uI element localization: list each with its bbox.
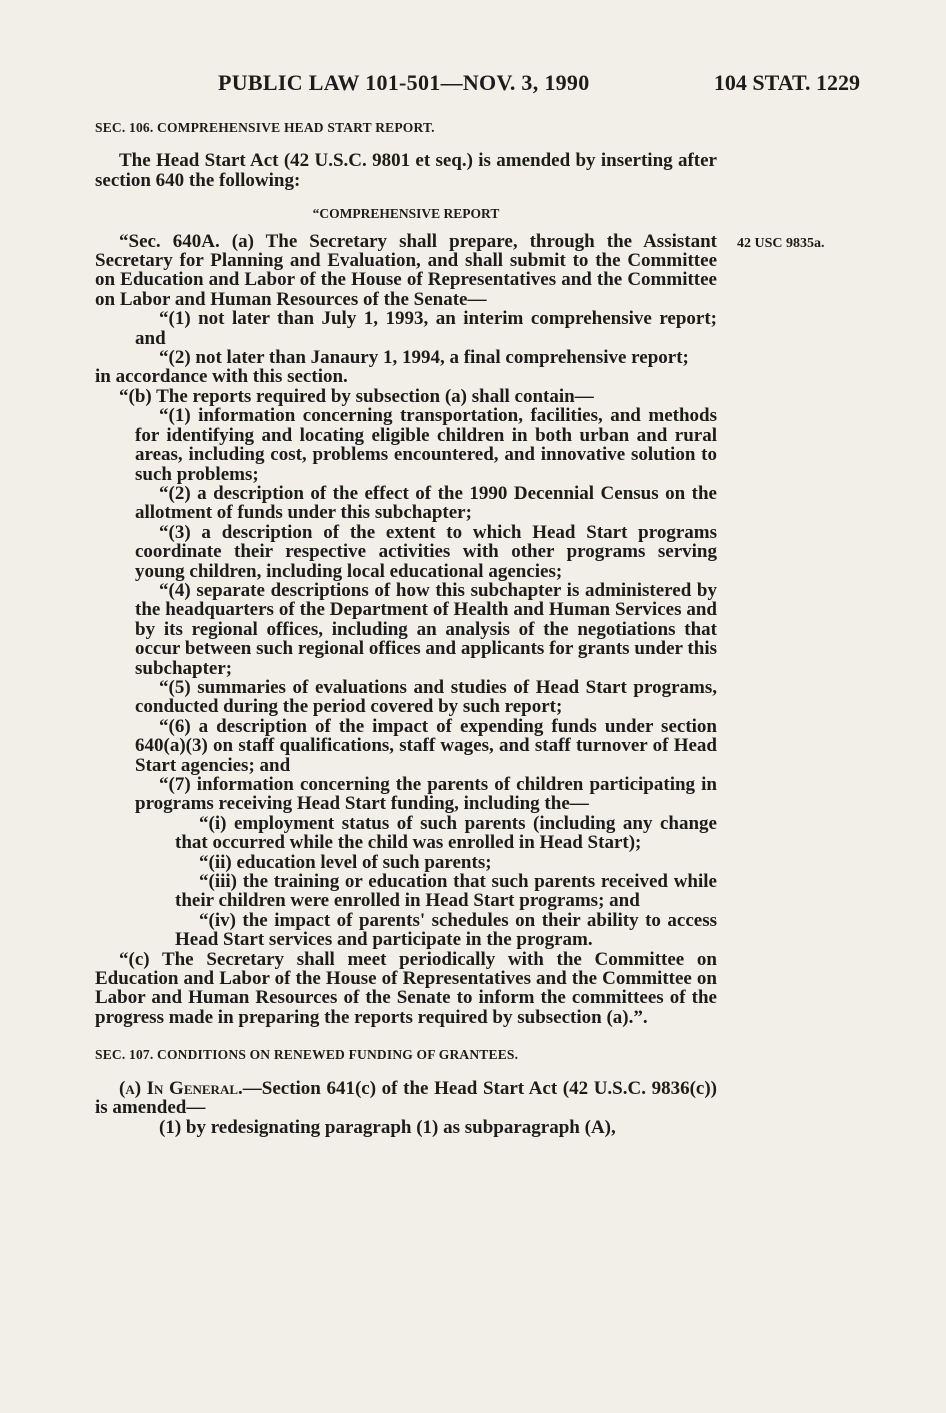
subsection-a-tail: in accordance with this section. <box>95 366 348 388</box>
in-general-label: (a) In General. <box>119 1077 243 1099</box>
subsection-b-6: “(6) a description of the impact of expending funds under section 640(a)(3) on staff qualifications, staff wages, and staff turnover of Head Start agencies; and <box>135 715 717 776</box>
subsection-b-7-i: “(i) employment status of such parents (including any change that occurred while the child was enrolled in Head Start); <box>175 812 717 854</box>
usc-margin-note: 42 USC 9835a. <box>737 236 825 251</box>
comprehensive-report-heading: “COMPREHENSIVE REPORT <box>312 206 500 222</box>
section-106-intro: The Head Start Act (42 U.S.C. 9801 et seq.) is amended by inserting after section 640 the following: <box>95 150 717 191</box>
section-107-a <box>95 1079 717 1118</box>
subsection-b-7-ii: “(ii) education level of such parents; <box>199 851 492 873</box>
body-text <box>95 118 717 1137</box>
subsection-a-2: “(2) not later than Janaury 1, 1994, a final comprehensive report; <box>159 347 689 369</box>
subsection-a-1: “(1) not later than July 1, 1993, an interim comprehensive report; and <box>135 308 717 349</box>
subsection-b-7: “(7) information concerning the parents of children participating in programs receiving Head Start funding, including the— <box>135 774 717 815</box>
section-107-a-1: (1) by redesignating paragraph (1) as subparagraph (A), <box>159 1116 616 1138</box>
subsection-b-7-iii: “(iii) the training or education that such parents received while their children were enrolled in Head Start programs; and <box>175 871 717 912</box>
subsection-b-5: “(5) summaries of evaluations and studies of Head Start programs, conducted during the period covered by such report; <box>135 676 717 718</box>
in-general-text: —Section 641(c) of the Head Start Act (42 U.S.C. 9836(c)) is amended— <box>95 1077 718 1119</box>
subsection-b-4: “(4) separate descriptions of how this subchapter is administered by the headquarters of the Department of Health and Human Services and by its regional offices, including an analysis of the negotiations that occur between such regional offices and applicants for grants under this subchapter; <box>135 579 717 679</box>
subsection-c: “(c) The Secretary shall meet periodically with the Committee on Education and Labor of the House of Representatives and the Committee on Labor and Human Resources of the Senate to inform the committees of the progress made in preparing the reports required by subsection (a).”. <box>95 948 717 1028</box>
subsection-b-7-iv: “(iv) the impact of parents' schedules on their ability to access Head Start services and participate in the program. <box>175 909 717 951</box>
subsection-b-2: “(2) a description of the effect of the 1990 Decennial Census on the allotment of funds under this subchapter; <box>135 482 717 524</box>
statute-page-number: 104 STAT. 1229 <box>713 70 860 95</box>
page-header <box>95 70 860 100</box>
section-106-heading: SEC. 106. COMPREHENSIVE HEAD START REPORT. <box>95 120 435 135</box>
section-107-heading: SEC. 107. CONDITIONS ON RENEWED FUNDING OF GRANTEES. <box>95 1047 519 1063</box>
subsection-b: “(b) The reports required by subsection (a) shall contain— <box>119 385 594 407</box>
public-law-title: PUBLIC LAW 101-501—NOV. 3, 1990 <box>218 70 590 95</box>
subsection-b-3: “(3) a description of the extent to which Head Start programs coordinate their respective activities with other programs serving young children, including local educational agencies; <box>135 521 717 582</box>
subsection-b-1: “(1) information concerning transportation, facilities, and methods for identifying and locating eligible children in both urban and rural areas, including cost, problems encountered, and innovative solution to such problems; <box>135 405 717 485</box>
subsection-a: “Sec. 640A. (a) The Secretary shall prepare, through the Assistant Secretary for Planning and Evaluation, and shall submit to the Committee on Education and Labor of the House of Representatives and the Committee on Labor and Human Resources of the Senate— <box>95 230 717 310</box>
